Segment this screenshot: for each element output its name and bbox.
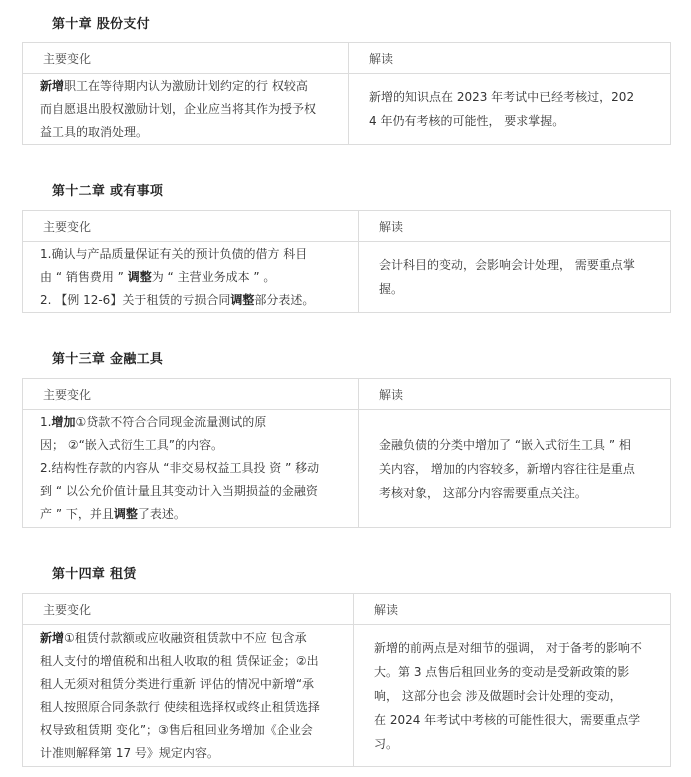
change-text-line	[40, 243, 354, 266]
change-text: 权导致租赁期 变化”；③售后租回业务增加《企业会	[40, 722, 313, 737]
interpretation-text-line: 新增的前两点是对细节的强调， 对于备考的影响不	[374, 640, 642, 655]
header-main-changes: 主要变化	[23, 211, 359, 242]
header-main-changes: 主要变化	[23, 379, 359, 410]
change-text-line	[40, 457, 354, 480]
comparison-table	[22, 593, 671, 767]
change-text: 租人按照原合同条款行 使续租选择权或终止租赁选择	[40, 699, 320, 714]
interpretation-text-line: 会计科目的变动，会影响会计处理， 需要重点掌	[379, 258, 635, 272]
emphasis-keyword: 新增	[40, 78, 65, 93]
change-text: 2.结构性存款的内容从 “非交易权益工具投 资 ” 移动	[40, 461, 320, 475]
change-text: 了表述。	[137, 507, 186, 521]
change-text: 租人无须对租赁分类进行重新 评估的情况中新增“承	[40, 676, 315, 691]
change-text: 1.确认与产品质量保证有关的预计负债的借方 科目	[40, 246, 308, 261]
interpretation-text-line: 大。第 3 点售后租回业务的变动是受新政策的影	[374, 664, 630, 679]
change-text: 因； ②“嵌入式衍生工具”的内容。	[40, 438, 224, 452]
interpretation-cell	[359, 242, 671, 313]
interpretation-text-line: 4 年仍有考核的可能性， 要求掌握。	[369, 114, 565, 128]
header-interpretation: 解读	[349, 43, 671, 74]
change-text: 到 “ 以公允价值计量且其变动计入当期损益的金融资	[40, 484, 318, 498]
changes-cell	[23, 74, 349, 145]
change-text-line	[40, 480, 354, 503]
changes-cell	[23, 625, 354, 767]
change-text-line	[40, 673, 349, 696]
change-text-line	[40, 266, 354, 289]
header-main-changes: 主要变化	[23, 594, 354, 625]
change-text: ①贷款不符合合同现金流量测试的原	[75, 415, 267, 429]
change-text-line	[40, 75, 344, 98]
comparison-table	[22, 378, 671, 528]
change-text-line	[40, 289, 354, 312]
changes-cell	[23, 410, 359, 528]
header-interpretation: 解读	[359, 211, 671, 242]
change-text: 产 ” 下，并且	[40, 507, 114, 521]
emphasis-keyword: 调整	[113, 507, 138, 521]
change-text: 为 “ 主营业务成本 ” 。	[151, 269, 276, 284]
interpretation-text-line: 新增的知识点在 2023 年考试中已经考核过，202	[369, 90, 635, 104]
chapter-heading: 第十三章 金融工具	[52, 352, 164, 367]
interpretation-text-line: 响， 这部分也会 涉及做题时会计处理的变动，	[374, 688, 622, 703]
interpretation-text-line: 金融负债的分类中增加了 “嵌入式衍生工具 ” 相	[379, 437, 631, 452]
change-text: 而自愿退出股权激励计划，企业应当将其作为授予权	[40, 101, 317, 116]
interpretation-cell	[354, 625, 671, 767]
change-text-line	[40, 98, 344, 121]
change-text: 由 “ 销售费用 ”	[40, 269, 128, 284]
header-interpretation: 解读	[354, 594, 671, 625]
interpretation-text-line: 习。	[374, 736, 399, 751]
header-interpretation: 解读	[359, 379, 671, 410]
comparison-table	[22, 210, 671, 313]
change-text-line	[40, 434, 354, 457]
change-text-line	[40, 503, 354, 526]
comparison-table	[22, 42, 671, 145]
change-text: 部分表述。	[254, 292, 315, 307]
chapter-heading: 第十章 股份支付	[52, 17, 150, 32]
change-text: ①租赁付款额或应收融资租赁款中不应 包含承	[64, 630, 307, 645]
change-text-line	[40, 121, 344, 144]
changes-cell	[23, 242, 359, 313]
emphasis-keyword: 调整	[127, 269, 152, 284]
change-text-line	[40, 650, 349, 673]
change-text: 职工在等待期内认为激励计划约定的行 权较高	[64, 78, 308, 93]
emphasis-keyword: 新增	[40, 630, 65, 645]
interpretation-text-line: 关内容， 增加的内容较多，新增内容往往是重点	[379, 461, 635, 476]
header-main-changes: 主要变化	[23, 43, 349, 74]
change-text-line	[40, 742, 349, 765]
chapter-heading: 第十四章 租赁	[52, 567, 137, 582]
change-text-line	[40, 719, 349, 742]
change-text: 1.	[40, 415, 52, 429]
interpretation-text-line: 考核对象， 这部分内容需要重点关注。	[379, 485, 587, 500]
change-text: 2. 【例 12-6】关于租赁的亏损合同	[40, 292, 231, 307]
emphasis-keyword: 增加	[51, 415, 76, 429]
change-text-line	[40, 627, 349, 650]
interpretation-cell	[359, 410, 671, 528]
interpretation-cell	[349, 74, 671, 145]
change-text: 益工具的取消处理。	[40, 124, 149, 139]
interpretation-text-line: 握。	[379, 282, 404, 296]
interpretation-text-line: 在 2024 年考试中考核的可能性很大，需要重点学	[374, 712, 641, 727]
change-text: 租人支付的增值税和出租人收取的租 赁保证金；②出	[40, 653, 319, 668]
chapter-heading: 第十二章 或有事项	[52, 184, 164, 199]
change-text: 计准则解释第 17 号》规定内容。	[40, 745, 219, 760]
change-text-line	[40, 696, 349, 719]
change-text-line	[40, 411, 354, 434]
emphasis-keyword: 调整	[230, 292, 255, 307]
